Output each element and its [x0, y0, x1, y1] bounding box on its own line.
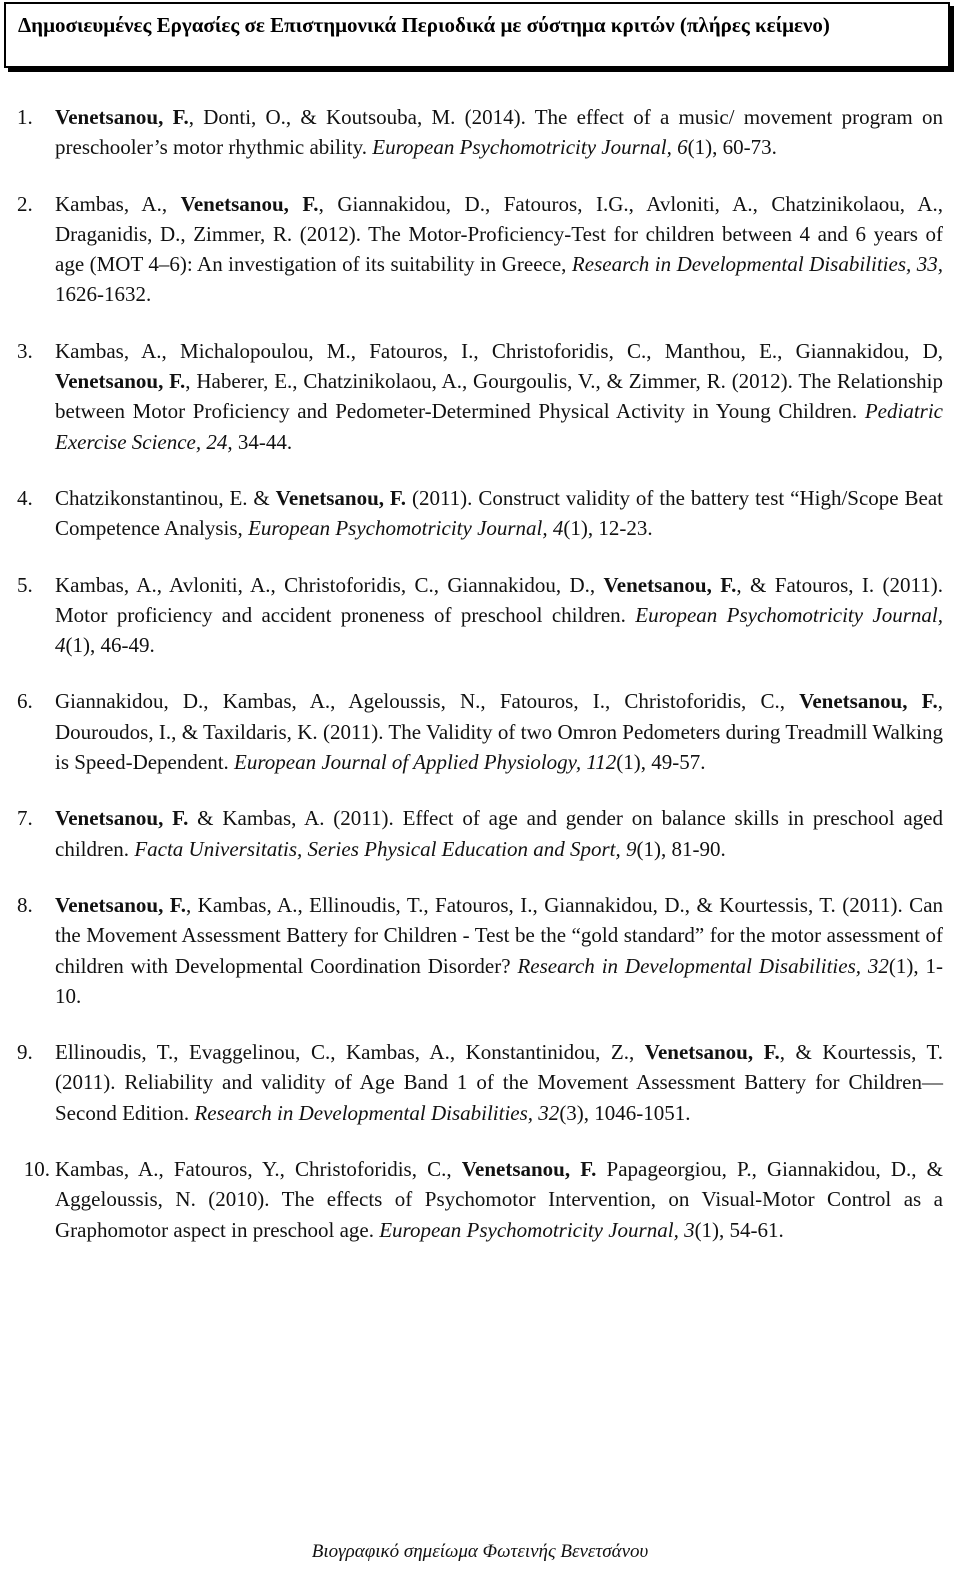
citation-text: Kambas, A., Michalopoulou, M., Fatouros, I., Christoforidis, C., Manthou, E., Giannakidou, D,	[55, 338, 943, 363]
citation-text: Chatzikonstantinou, E. &	[55, 485, 276, 510]
publication-list	[0, 102, 960, 1271]
citation-text: (1), 46-49.	[65, 633, 155, 658]
citation-text: (1), 1-10.	[55, 953, 943, 1008]
publication-number: 6.	[17, 689, 33, 714]
citation-text: Kambas, A., Avloniti, A., Christoforidis, C., Giannakidou, D.,	[55, 572, 604, 597]
author-highlight: Venetsanou, F.	[644, 1040, 780, 1065]
journal-name: European Psychomotricity Journal, 6	[372, 135, 688, 160]
section-header-box	[4, 2, 950, 68]
page-footer: Βιογραφικό σημείωμα Φωτεινής Βενετσάνου	[311, 1541, 649, 1562]
author-highlight: Venetsanou, F.	[180, 191, 319, 216]
author-highlight: Venetsanou, F.	[603, 572, 737, 597]
journal-name: Pediatric Exercise Science, 24,	[55, 399, 943, 454]
publication-entry	[0, 336, 960, 457]
publication-entry	[0, 483, 960, 544]
section-title: Δημοσιευμένες Εργασίες σε Επιστημονικά Περιοδικά με σύστημα κριτών (πλήρες κείμενο)	[18, 13, 830, 37]
author-highlight: Venetsanou, F.	[275, 485, 407, 510]
publication-entry	[0, 570, 960, 661]
citation-text: (1), 60-73.	[687, 135, 777, 160]
journal-name: Research in Developmental Disabilities, 33,	[571, 252, 943, 277]
citation-text: Papageorgiou, P., Giannakidou, D., & Aggeloussis, N. (2010). The effects of Psychomotor Intervention, on Visual-Motor Control as a Graphomotor aspect in preschool age.	[55, 1157, 943, 1242]
citation-text: (2011). Construct validity of the battery test “High/Scope Beat Competence Analysis,	[55, 485, 943, 541]
journal-name: European Journal of Applied Physiology, 112	[234, 750, 617, 775]
citation-text: , Giannakidou, D., Fatouros, I.G., Avloniti, A., Chatzinikolaou, A., Draganidis, D., Zimmer, R. (2012). The Motor-Proficiency-Test for children between 4 and 6 years of age (MOT 4–6): An investigation of its suitability in Greece,	[55, 191, 943, 277]
publication-entry	[0, 189, 960, 310]
journal-name: Research in Developmental Disabilities, 32	[194, 1100, 560, 1125]
citation-text: (1), 12-23.	[563, 516, 653, 541]
citation-text: & Kambas, A. (2011). Effect of age and gender on balance skills in preschool aged children.	[55, 806, 944, 861]
publication-entry	[0, 803, 960, 864]
citation-text: , Haberer, E., Chatzinikolaou, A., Gourgoulis, V., & Zimmer, R. (2012). The Relationship between Motor Proficiency and Pedometer-Determined Physical Activity in Young Children.	[55, 369, 943, 424]
citation-text: 1626-1632.	[55, 282, 152, 307]
citation-text: Giannakidou, D., Kambas, A., Ageloussis, N., Fatouros, I., Christoforidis, C.,	[55, 689, 800, 714]
publication-number: 4.	[17, 485, 33, 510]
citation-text: , Donti, O., & Koutsouba, M. (2014). The effect of a music/ movement program on preschooler’s motor rhythmic ability.	[55, 105, 943, 160]
citation-text: , & Fatouros, I. (2011). Motor proficiency and accident proneness of preschool children.	[55, 572, 943, 627]
journal-name: Facta Universitatis, Series Physical Education and Sport, 9	[134, 836, 637, 861]
citation-text: , Douroudos, I., & Taxildaris, K. (2011). The Validity of two Omron Pedometers during Treadmill Walking is Speed-Dependent.	[55, 689, 943, 775]
author-highlight: Venetsanou, F.	[461, 1157, 597, 1182]
citation-text: (1), 54-61.	[694, 1217, 784, 1242]
author-highlight: Venetsanou, F.	[55, 105, 189, 129]
citation-text: (1), 49-57.	[616, 750, 706, 775]
publication-number: 5.	[17, 572, 33, 597]
publication-entry	[0, 102, 960, 163]
publication-entry	[0, 686, 960, 777]
author-highlight: Venetsanou, F.	[799, 689, 938, 714]
journal-name: European Psychomotricity Journal, 4	[248, 516, 564, 541]
citation-text: Kambas, A., Fatouros, Y., Christoforidis, C.,	[55, 1157, 462, 1182]
citation-text: 34-44.	[232, 429, 293, 454]
author-highlight: Venetsanou, F.	[55, 806, 189, 831]
citation-text: , & Kourtessis, T. (2011). Reliability and validity of Age Band 1 of the Movement Assessment Battery for Children—Second Edition.	[55, 1040, 943, 1125]
publication-number: 9.	[17, 1040, 33, 1065]
publication-number: 3.	[17, 338, 33, 363]
author-highlight: Venetsanou, F.	[55, 892, 186, 917]
publication-entry	[0, 1154, 960, 1245]
journal-name: European Psychomotricity Journal, 4	[55, 602, 943, 658]
journal-name: Research in Developmental Disabilities, 32	[517, 953, 889, 978]
publication-entry	[0, 1037, 960, 1128]
citation-text: Kambas, A.,	[55, 191, 181, 216]
citation-text: (3), 1046-1051.	[559, 1100, 691, 1125]
publication-entry	[0, 890, 960, 1011]
publication-number: 10.	[23, 1157, 50, 1182]
citation-text: Ellinoudis, T., Evaggelinou, C., Kambas, A., Konstantinidou, Z.,	[55, 1040, 645, 1065]
citation-text: (1), 81-90.	[636, 836, 726, 861]
publication-number: 2.	[17, 191, 33, 216]
publication-number: 8.	[17, 892, 33, 917]
journal-name: European Psychomotricity Journal, 3	[379, 1217, 695, 1242]
publication-number: 7.	[17, 806, 33, 831]
publication-number: 1.	[17, 105, 33, 129]
citation-text: , Kambas, A., Ellinoudis, T., Fatouros, I., Giannakidou, D., & Kourtessis, T. (2011). Can the Movement Assessment Battery for Children - Test be the “gold standard” for the motor assessment of children with Developmental Coordination Disorder?	[55, 892, 944, 978]
author-highlight: Venetsanou, F.	[55, 369, 186, 394]
